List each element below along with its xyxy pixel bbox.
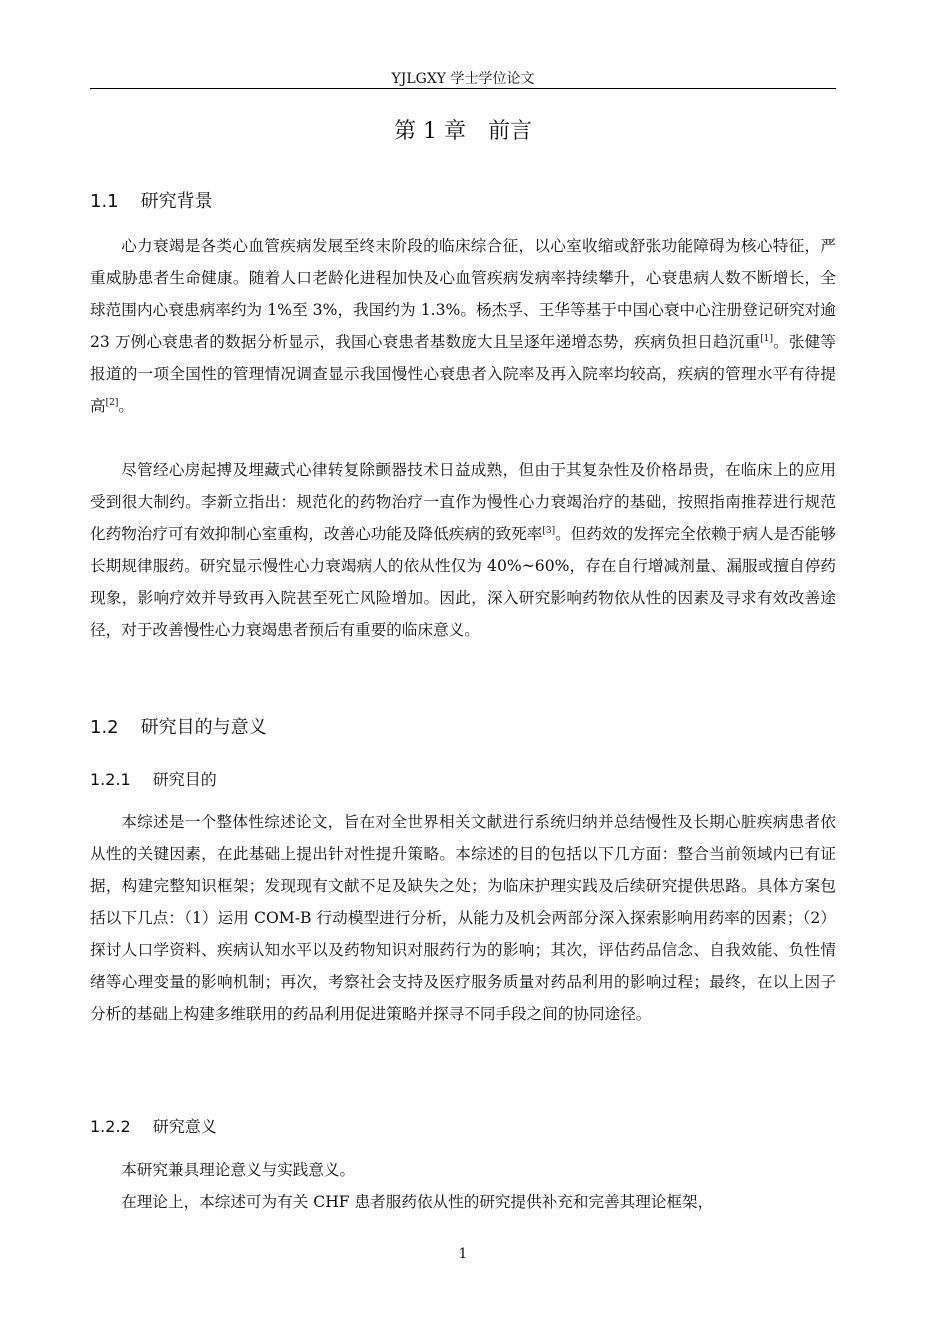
running-header: YJLGXY 学士学位论文 [391,71,535,87]
paragraph-text: 。 [118,397,134,415]
header-rule [90,88,836,89]
section-number: 1.2 [90,717,119,738]
citation-2[interactable]: [2] [105,397,119,408]
subsection-number: 1.2.2 [90,1117,131,1136]
section-heading-1-2 [90,714,267,742]
section-title: 研究目的与意义 [140,717,267,738]
paragraph-background-2 [90,454,836,646]
paragraph-text: 心力衰竭是各类心血管疾病发展至终末阶段的临床综合征，以心室收缩或舒张功能障碍为核心特征，严重威胁患者生命健康。随着人口老龄化进程加快及心血管疾病发病率持续攀升，心衰患病人数不断增长，全球范围内心衰患病率约为 1%至 3%，我国约为 1.3%。杨杰孚、王华等基于中国心衰中心注册登记研究对逾 23 万例心衰患者的数据分析显示，我国心衰患者基数庞大且呈逐年递增态势，疾病负担日趋沉重 [90,237,836,351]
chapter-title: 第 1 章 前言 [394,119,532,144]
subsection-heading-1-2-2 [90,1114,217,1140]
section-title: 研究背景 [140,191,213,212]
subsection-title: 研究意义 [152,1117,217,1136]
section-number: 1.1 [90,191,119,212]
paragraph-significance-1: 本研究兼具理论意义与实践意义。 [121,1161,356,1179]
paragraph-significance-2: 在理论上，本综述可为有关 CHF 患者服药依从性的研究提供补充和完善其理论框架， [121,1193,714,1211]
paragraph-purpose: 本综述是一个整体性综述论文，旨在对全世界相关文献进行系统归纳并总结慢性及长期心脏疾病患者依从性的关键因素，在此基础上提出针对性提升策略。本综述的目的包括以下几方面：整合当前领域内已有证据，构建完整知识框架；发现现有文献不足及缺失之处；为临床护理实践及后续研究提供思路。具体方案包括以下几点：（1）运用 COM-B 行动模型进行分析，从能力及机会两部分深入探索影响用药率的因素；（2）探讨人口学资料、疾病认知水平以及药物知识对服药行为的影响；其次，评估药品信念、自我效能、负性情绪等心理变量的影响机制；再次，考察社会支持及医疗服务质量对药品利用的影响过程；最终，在以上因子分析的基础上构建多维联用的药品利用促进策略并探寻不同手段之间的协同途径。 [90,813,836,1023]
citation-3[interactable]: [3] [542,525,556,536]
paragraph-text: 尽管经心房起搏及埋藏式心律转复除颤器技术日益成熟，但由于其复杂性及价格昂贵，在临床上的应用受到很大制约。李新立指出：规范化的药物治疗一直作为慢性心力衰竭治疗的基础，按照指南推荐进行规范化药物治疗可有效抑制心室重构，改善心功能及降低疾病的致死率 [90,461,836,543]
paragraph-text: 。张健等报道的一项全国性的管理情况调查显示我国慢性心衰患者入院率及再入院率均较高，疾病的管理水平有待提高 [90,333,836,415]
section-heading-1-1 [90,188,213,216]
page-number: 1 [458,1246,468,1262]
citation-1[interactable]: [1] [760,333,774,344]
subsection-title: 研究目的 [152,770,217,789]
paragraph-background-1 [90,230,836,422]
subsection-heading-1-2-1 [90,767,217,793]
paragraph-text: 。但药效的发挥完全依赖于病人是否能够长期规律服药。研究显示慢性心力衰竭病人的依从性仅为 40%~60%，存在自行增减剂量、漏服或擅自停药现象，影响疗效并导致再入院甚至死亡风险增加。因此，深入研究影响药物依从性的因素及寻求有效改善途径，对于改善慢性心力衰竭患者预后有重要的临床意义。 [90,525,836,639]
subsection-number: 1.2.1 [90,770,131,789]
